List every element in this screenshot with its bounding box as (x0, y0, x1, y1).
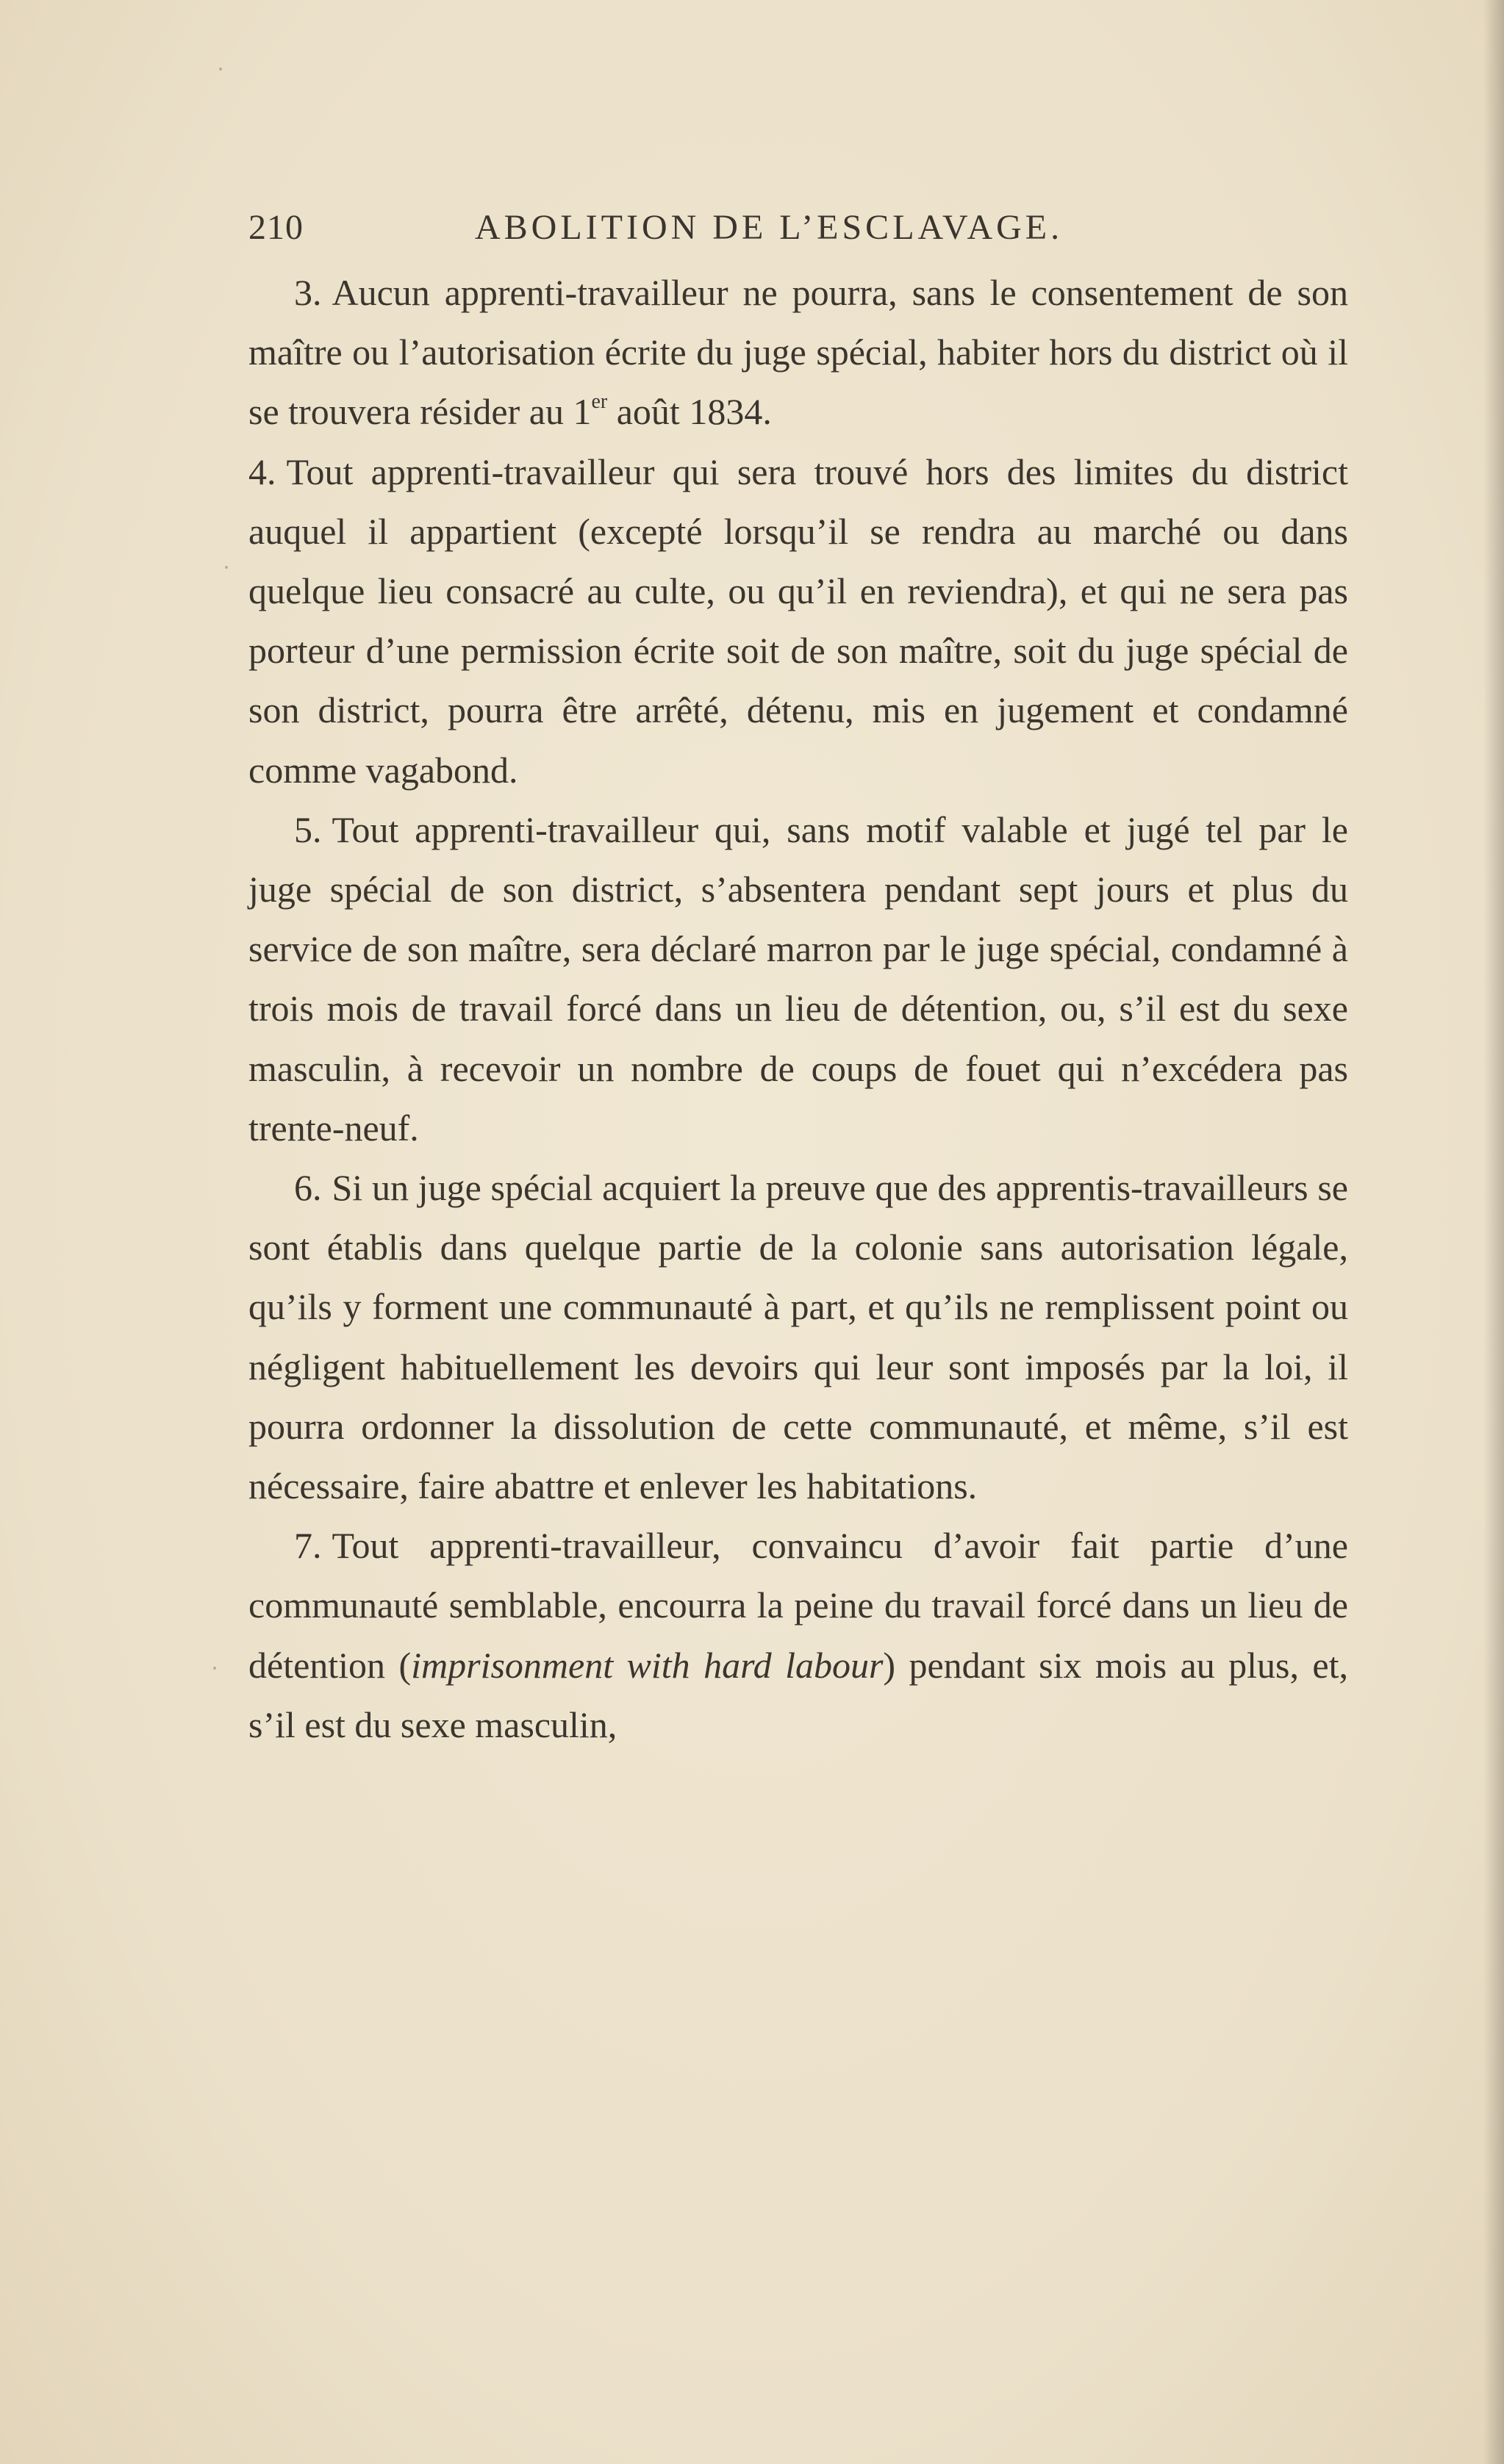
paper-speck (225, 566, 228, 569)
italic-term: imprisonment with hard labour (411, 1644, 884, 1686)
paper-speck (219, 68, 222, 71)
article-number: 7. (294, 1525, 322, 1567)
body-text (248, 263, 1348, 1755)
running-title: ABOLITION DE L’ESCLAVAGE. (475, 208, 1064, 247)
article-4 (248, 442, 1348, 800)
article-7 (248, 1516, 1348, 1755)
article-number: 3. (294, 272, 322, 313)
article-number: 6. (294, 1167, 322, 1209)
article-text-tail: ) pendant six mois au plus, et, s’il est du sexe masculin, (248, 1644, 1348, 1745)
article-text: Tout apprenti-travailleur qui sera trouvé hors des limites du district auquel il appartient (excepté lorsqu’il se rendra au marché ou dans quelque lieu consacré au culte, ou qu’il en reviendra), et qui ne sera pas porteur d’une permission écrite soit de son maître, soit du juge spécial de son district, pourra être arrêté, détenu, mis en jugement et condamné comme vagabond. (248, 450, 1348, 791)
article-3 (248, 263, 1348, 442)
page-number: 210 (248, 208, 304, 247)
article-5 (248, 800, 1348, 1158)
superscript: er (591, 390, 608, 414)
article-text: Si un juge spécial acquiert la preuve que des apprentis-travailleurs se sont établis dans quelque partie de la colonie sans autorisation légale, qu’ils y forment une communauté à part, et qu’ils ne remplissent point ou négligent habituellement les devoirs qui leur sont imposés par la loi, il pourra ordonner la dissolution de cette communauté, et même, s’il est nécessaire, faire abattre et enlever les habitations. (248, 1167, 1348, 1507)
article-text-tail: août 1834. (607, 391, 772, 433)
article-number: 5. (294, 808, 322, 850)
article-text: Aucun apprenti-travailleur ne pourra, sans le consentement de son maître ou l’autorisation écrite du juge spécial, habiter hors du district où il se trouvera résider au 1 (248, 272, 1348, 433)
article-text: Tout apprenti-travailleur, convaincu d’avoir fait partie d’une communauté semblable, encourra la peine du travail forcé dans un lieu de détention ( (248, 1525, 1348, 1686)
article-6 (248, 1158, 1348, 1516)
page-header (248, 207, 1351, 251)
paper-speck (213, 1667, 216, 1670)
page-edge-shadow (1483, 0, 1504, 2464)
article-number: 4. (248, 450, 276, 492)
article-text: Tout apprenti-travailleur qui, sans motif valable et jugé tel par le juge spécial de son district, s’absentera pendant sept jours et plus du service de son maître, sera déclaré marron par le juge spécial, condamné à trois mois de travail forcé dans un lieu de détention, ou, s’il est du sexe masculin, à recevoir un nombre de coups de fouet qui n’excédera pas trente-neuf. (248, 808, 1348, 1149)
